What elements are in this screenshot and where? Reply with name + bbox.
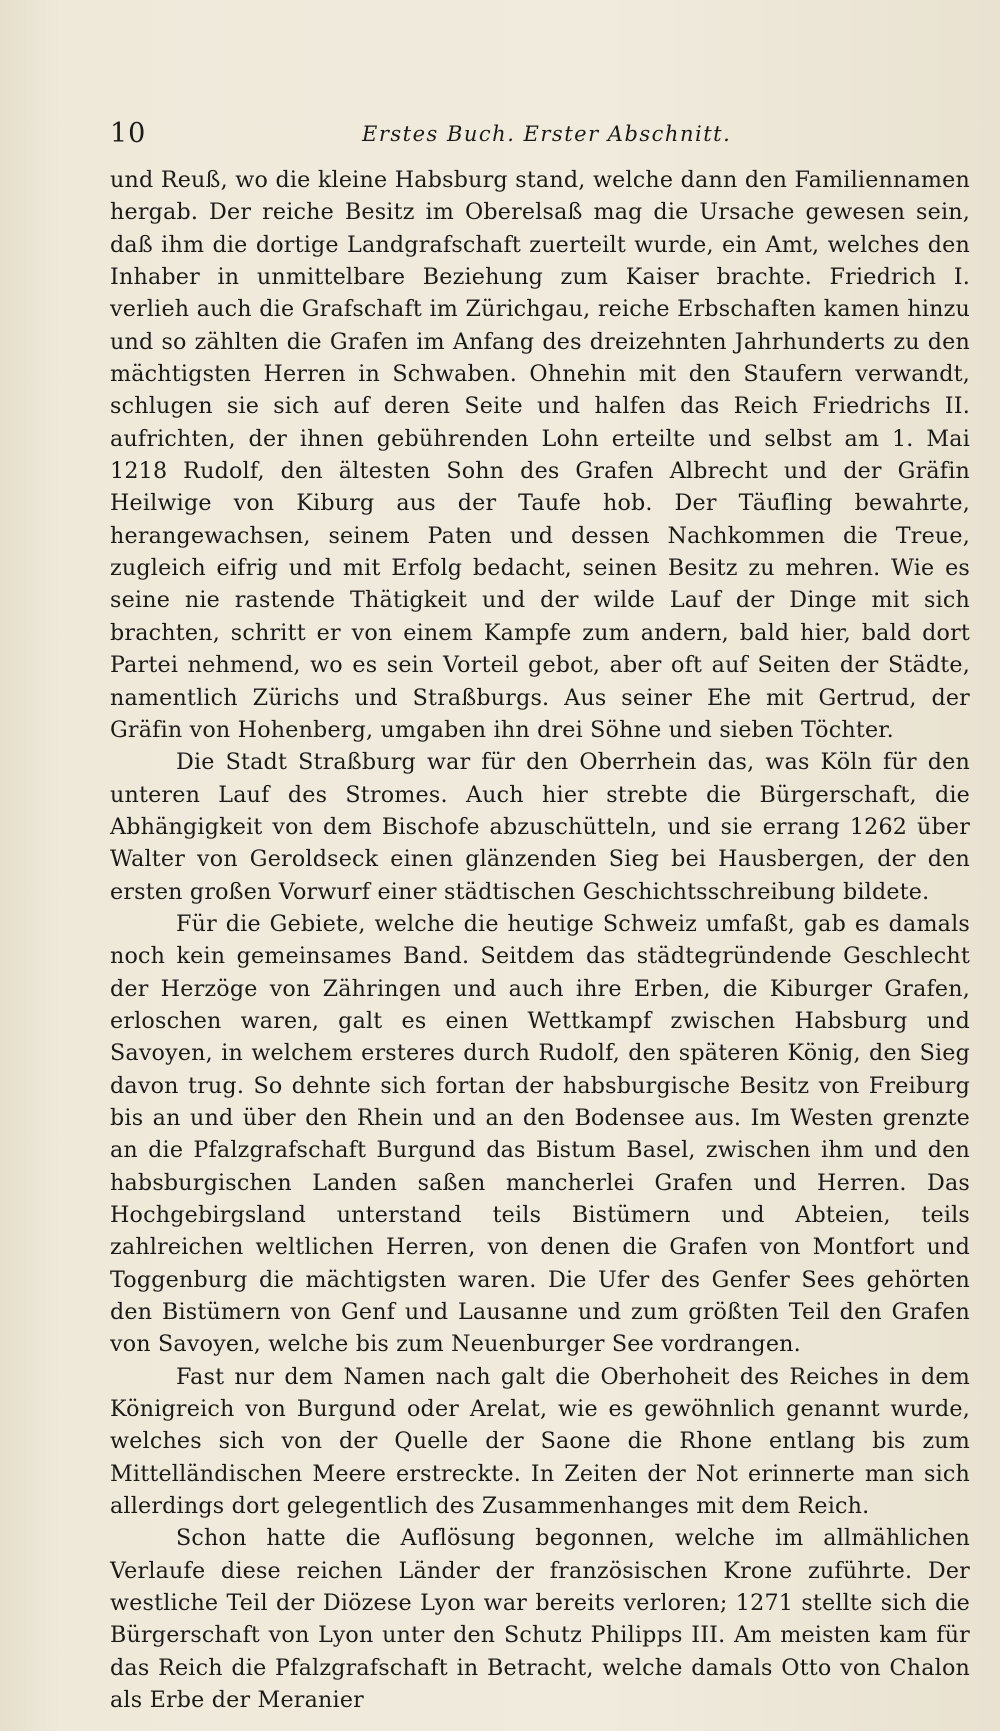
paragraph-3: Für die Gebiete, welche die heutige Schweiz umfaßt, gab es damals noch kein gemeinsames Band. Seitdem das städtegründende Geschlecht der Herzöge von Zähringen und auch ihre Erben, die Kiburger Grafen, erloschen waren, galt es einen Wettkampf zwischen Habsburg und Savoyen, in welchem ersteres durch Rudolf, den späteren König, den Sieg davon trug. So dehnte sich fortan der habsburgische Besitz von Freiburg bis an und über den Rhein und an den Bodensee aus. Im Westen grenzte an die Pfalzgrafschaft Burgund das Bistum Basel, zwischen ihm und den habsburgischen Landen saßen mancherlei Grafen und Herren. Das Hochgebirgsland unterstand teils Bistümern und Abteien, teils zahlreichen weltlichen Herren, von denen die Grafen von Montfort und Toggenburg die mächtigsten waren. Die Ufer des Genfer Sees gehörten den Bistümern von Genf und Lausanne und zum größten Teil den Grafen von Savoyen, welche bis zum Neuenburger See vordrangen. [110, 910, 970, 1358]
paragraph-1: und Reuß, wo die kleine Habsburg stand, welche dann den Familiennamen hergab. Der reiche Besitz im Oberelsaß mag die Ursache gewesen sein, daß ihm die dortige Landgrafschaft zuerteilt wurde, ein Amt, welches den Inhaber in unmittelbare Beziehung zum Kaiser brachte. Friedrich I. verlieh auch die Grafschaft im Zürichgau, reiche Erbschaften kamen hinzu und so zählten die Grafen im Anfang des dreizehnten Jahrhunderts zu den mächtigsten Herren in Schwaben. Ohnehin mit den Staufern verwandt, schlugen sie sich auf deren Seite und halfen das Reich Friedrichs II. aufrichten, der ihnen gebührenden Lohn erteilte und selbst am 1. Mai 1218 Rudolf, den ältesten Sohn des Grafen Albrecht und der Gräfin Heilwige von Kiburg aus der Taufe hob. Der Täufling bewahrte, herangewachsen, seinem Paten und dessen Nachkommen die Treue, zugleich eifrig und mit Erfolg bedacht, seinen Besitz zu mehren. Wie es seine nie rastende Thätigkeit und der wilde Lauf der Dinge mit sich brachten, schritt er von einem Kampfe zum andern, bald hier, bald dort Partei nehmend, wo es sein Vorteil gebot, aber oft auf Seiten der Städte, namentlich Zürichs und Straßburgs. Aus seiner Ehe mit Gertrud, der Gräfin von Hohenberg, umgaben ihn drei Söhne und sieben Töchter. [110, 167, 970, 743]
page-number: 10 [110, 118, 147, 149]
paragraph-2: Die Stadt Straßburg war für den Oberrhein das, was Köln für den unteren Lauf des Stromes. Auch hier strebte die Bürgerschaft, die Abhängigkeit von dem Bischofe abzuschütteln, und sie errang 1262 über Walter von Geroldseck einen glänzenden Sieg bei Hausbergen, der den ersten großen Vorwurf einer städtischen Geschichtsschreibung bildete. [110, 749, 970, 905]
paragraph-5: Schon hatte die Auflösung begonnen, welche im allmählichen Verlaufe diese reichen Länder der französischen Krone zuführte. Der westliche Teil der Diözese Lyon war bereits verloren; 1271 stellte sich die Bürgerschaft von Lyon unter den Schutz Philipps III. Am meisten kam für das Reich die Pfalzgrafschaft in Betracht, welche damals Otto von Chalon als Erbe der Meranier [110, 1525, 970, 1714]
page-body [110, 164, 970, 1717]
running-head: Erstes Buch. Erster Abschnitt. [362, 122, 732, 146]
paragraph-4: Fast nur dem Namen nach galt die Oberhoheit des Reiches in dem Königreich von Burgund oder Arelat, wie es gewöhnlich genannt wurde, welches sich von der Quelle der Saone die Rhone entlang bis zum Mittelländischen Meere erstreckte. In Zeiten der Not erinnerte man sich allerdings dort gelegentlich des Zusammenhanges mit dem Reich. [110, 1363, 970, 1520]
page-header [110, 118, 970, 154]
